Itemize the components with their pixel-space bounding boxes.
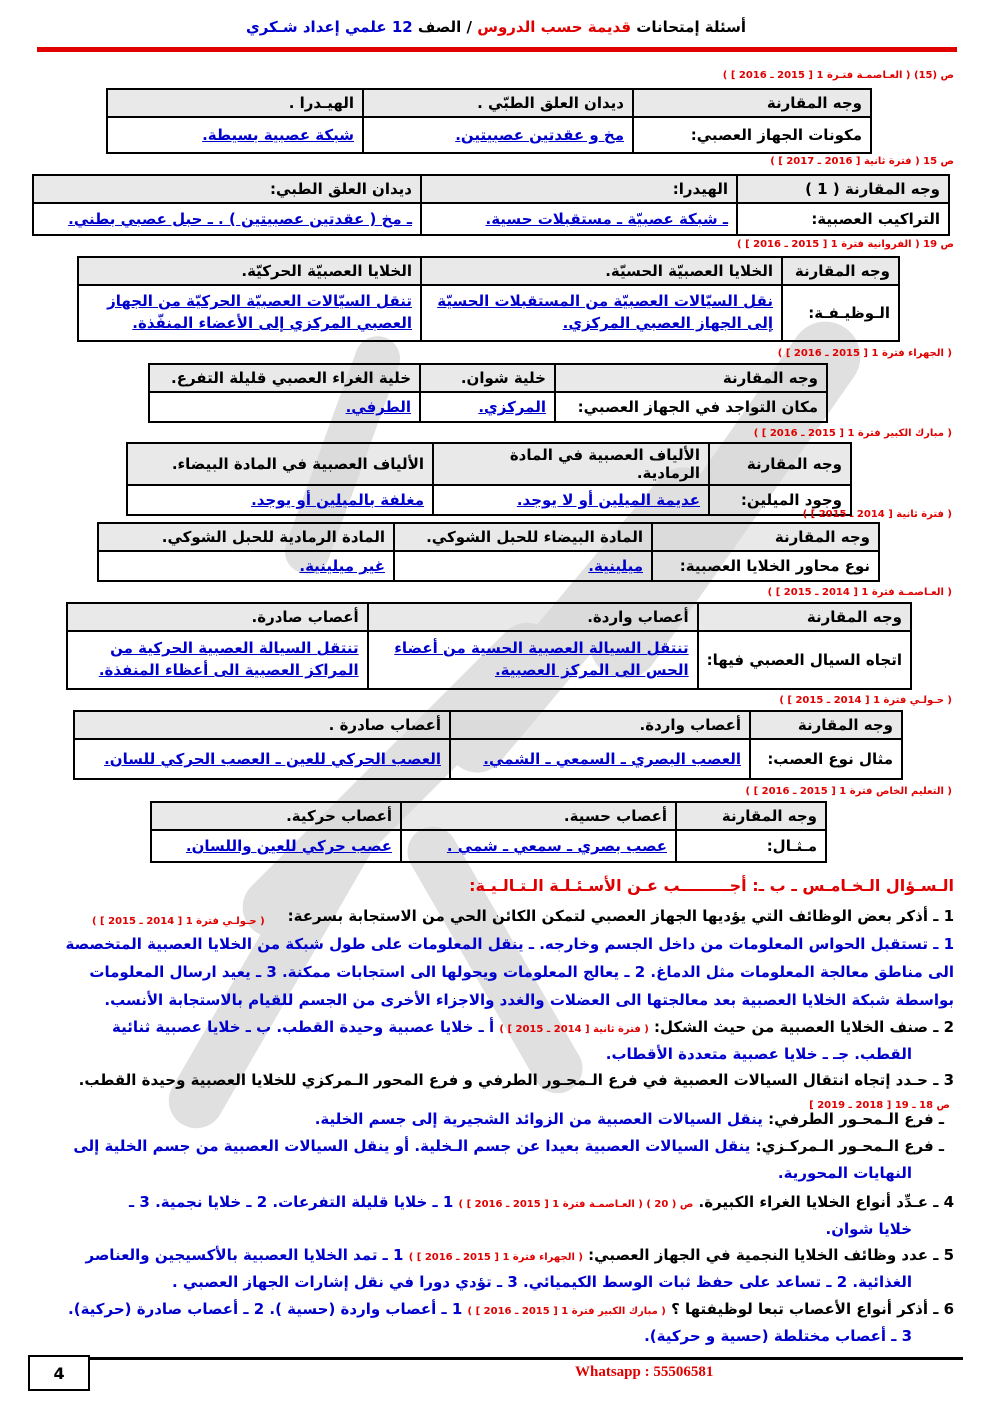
table-source: ص 19 ( الفروانية فترة 1 [ 2015 ـ 2016 ] ) — [737, 239, 954, 250]
table-header-cell: الخلايا العصبيّة الحسيّة. — [421, 257, 782, 285]
header-part4: 12 علمي إعداد — [302, 18, 413, 36]
header-part3: / الصف — [412, 18, 478, 36]
comparison-table — [126, 442, 852, 516]
section-title: الـسـؤال الـخـامـس ـ ب ـ: أجـــــــــب عـن الأسـئـلـة الـتـالـيـة: — [469, 876, 954, 895]
comparison-table — [97, 522, 880, 582]
text-line: ( حـولـي فترة 1 [ 2014 ـ 2015 ] ) — [92, 916, 265, 927]
table-row-label: التراكيب العصبية: — [737, 203, 949, 235]
comparison-table — [148, 363, 828, 423]
text-line: 6 ـ أذكر أنواع الأعصاب تبعا لوظيفتها ؟ ( مبارك الكبير فترة 1 [ 2015 ـ 2016 ] ) 1 ـ أعصاب واردة (حسية ). 2 ـ أعصاب صادرة (حركية). — [68, 1300, 954, 1318]
table-source: ( مبارك الكبير فترة 1 [ 2015 ـ 2016 ] ) — [753, 428, 952, 439]
text-line: 5 ـ عدد وظائف الخلايا النجمية في الجهاز العصبي: ( الجهراء فترة 1 [ 2015 ـ 2016 ] ) 1 ـ تمد الخلايا العصبية بالأكسيجين والعناصر — [85, 1246, 954, 1264]
table-header-cell: المادة الرمادية للحبل الشوكي. — [98, 523, 394, 551]
table-answer-cell: شبكة عصبية بسيطة. — [107, 117, 363, 153]
text-line: 1 ـ أذكر بعض الوظائف التي يؤديها الجهاز العصبي لتمكن الكائن الحي من الاستجابة بسرعة: — [287, 907, 954, 925]
header-part5: شـكري — [245, 18, 303, 36]
table-header-cell: أعصاب حسية. — [401, 802, 676, 830]
header-part2: قديمة حسب الدروس — [477, 18, 632, 36]
table-header-cell: أعصاب حركية. — [151, 802, 401, 830]
table-answer-cell: عصب بصري ـ سمعي ـ شمي . — [401, 830, 676, 862]
text-line: 3 ـ حـدد إتجاه انتقال السيالات العصبية في فرع الـمحـور الطرفي و فرع المحور الـمركزي للخلايا العصبية وحيدة القطب. — [78, 1071, 954, 1089]
table-header-cell: وجه المقارنة — [750, 711, 902, 739]
table-header-cell: أعصاب واردة. — [368, 603, 698, 631]
table-header-cell: وجه المقارنة — [698, 603, 911, 631]
text-line: خلايا شوان. — [825, 1220, 912, 1238]
table-answer-cell: مغلفة بالميلين أو يوجد. — [127, 485, 433, 515]
comparison-table — [150, 801, 827, 863]
table-header-cell: أعصاب صادرة. — [67, 603, 368, 631]
text-line: النهايات المحورية. — [777, 1164, 912, 1182]
table-header-cell: الألياف العصبية في المادة الرمادية. — [433, 443, 709, 485]
table-header-cell: وجه المقارنة — [709, 443, 851, 485]
comparison-table — [77, 256, 900, 342]
text-line: بواسطة شبكة الخلايا العصبية بعد معالجتها الى العضلات والغدد والاجزاء الأخرى من الجسم للقيام بالاستجابة الأنسب. — [104, 991, 954, 1009]
table-source: ( العـاصمـة فترة 1 [ 2014 ـ 2015 ] ) — [767, 587, 952, 598]
table-row-label: نوع محاور الخلايا العصبية: — [652, 551, 879, 581]
table-answer-cell: ـ مخ ( عقدتين عصبيتين ) . ـ حبل عصبي بطني. — [33, 203, 421, 235]
comparison-table — [73, 710, 903, 780]
table-header-cell: وجه المقارنة — [676, 802, 826, 830]
text-line: ص 18 ـ 19 [ 2018 ـ 2019 ] — [809, 1100, 950, 1111]
whatsapp-contact: Whatsapp : 55506581 — [575, 1364, 714, 1380]
table-header-cell: الخلايا العصبيّة الحركيّة. — [78, 257, 421, 285]
text-line: الغذائية. 2 ـ تساعد على حفظ ثبات الوسط الكيميائي. 3 ـ تؤدي دورا في نقل إشارات الجهاز العصبي . — [171, 1273, 912, 1291]
text-line: القطب. جـ ـ خلايا عصبية متعددة الأقطاب. — [605, 1045, 912, 1063]
table-answer-cell: ميلينية. — [394, 551, 652, 581]
table-answer-cell: عديمة الميلين أو لا يوجد. — [433, 485, 709, 515]
table-source: ( الجهراء فترة 1 [ 2015 ـ 2016 ] ) — [777, 348, 952, 359]
table-header-cell: خلية الغراء العصبي قليلة التفرع. — [149, 364, 420, 392]
table-header-cell: الهيدرا: — [421, 175, 737, 203]
comparison-table — [32, 174, 950, 236]
comparison-table — [106, 88, 872, 154]
table-answer-cell: المركزي. — [420, 392, 555, 422]
table-answer-cell: تنتقل السيالة العصبية الحسية من أعضاء الحس الى المركز العصبية. — [368, 631, 698, 689]
table-header-cell: وجه المقارنة — [555, 364, 827, 392]
table-header-cell: أعصاب صادرة . — [74, 711, 450, 739]
footer-divider — [28, 1357, 963, 1360]
table-source: ص 15 ( فترة ثانية [ 2016 ـ 2017 ] ) — [770, 156, 954, 167]
table-header-cell: ديدان العلق الطبي: — [33, 175, 421, 203]
table-answer-cell: تنتقل السيالة العصبية الحركية من المراكز العصبية الى أعظاء المنفذة. — [67, 631, 368, 689]
header-divider — [37, 47, 957, 52]
table-row-label: وجود الميلين: — [709, 485, 851, 515]
table-header-cell: خلية شوان. — [420, 364, 555, 392]
table-header-cell: وجه المقارنة — [652, 523, 879, 551]
table-row-label: الـوظيـفـة: — [782, 285, 899, 341]
text-line: 2 ـ صنف الخلايا العصبية من حيث الشكل: ( فترة ثانية [ 2014 ـ 2015 ] ) أ ـ خلايا عصبية وحيدة القطب. ب ـ خلايا عصبية ثنائية — [112, 1018, 954, 1036]
comparison-table — [66, 602, 912, 690]
table-header-cell: الألياف العصبية في المادة البيضاء. — [127, 443, 433, 485]
table-source: ص (15) ( العـاصمـة فتـرة 1 [ 2015 ـ 2016 ] ) — [722, 70, 954, 81]
table-header-cell: وجه المقارنة — [633, 89, 871, 117]
page-number: 4 — [28, 1355, 90, 1391]
table-row-label: مـثـال: — [676, 830, 826, 862]
page-header — [0, 18, 992, 36]
text-line: ـ فرع الـمحـور الـمركـزي: ينقل السيالات العصبية بعيدا عن جسم الـخلية. أو ينقل السيالات العصبية من جسم الخلية إلى — [73, 1137, 944, 1155]
table-answer-cell: عصب حركي للعين واللسان. — [151, 830, 401, 862]
text-line: 3 ـ أعصاب مختلطة (حسية و حركية). — [644, 1327, 912, 1345]
table-answer-cell: مخ و عقدتين عصبيتين. — [363, 117, 633, 153]
text-line: 1 ـ تستقبل الحواس المعلومات من داخل الجسم وخارجه. ـ ينقل المعلومات على طول شبكة من الخلايا العصبية المتخصصة — [65, 935, 954, 953]
header-part1: أسئلة إمتحانات — [631, 18, 747, 36]
table-row-label: اتجاه السيال العصبي فيها: — [698, 631, 911, 689]
table-source: ( فترة ثانية [ 2014 ـ 2015 ] ) — [802, 509, 952, 520]
table-source: ( التعليم الخاص فترة 1 [ 2015 ـ 2016 ] ) — [745, 786, 952, 797]
table-header-cell: ديدان العلق الطبّي . — [363, 89, 633, 117]
text-line: 4 ـ عـدِّد أنواع الخلايا الغراء الكبيرة. ص ( 20 ) ( العـاصمـة فترة 1 [ 2015 ـ 2016 ] ) 1 ـ خلايا قليلة التفرعات. 2 ـ خلايا نجمية. 3 ـ — [129, 1193, 954, 1211]
table-row-label: مثال نوع العصب: — [750, 739, 902, 779]
table-header-cell: وجه المقارنة — [782, 257, 899, 285]
table-header-cell: أعصاب واردة. — [450, 711, 750, 739]
table-answer-cell: ـ شبكة عصبيّة ـ مستقبلات حسية. — [421, 203, 737, 235]
table-answer-cell: العصب البصري ـ السمعي ـ الشمي. — [450, 739, 750, 779]
text-line: ـ فرع الـمحـور الطرفي: ينقل السيالات العصبية من الزوائد الشجيرية إلى جسم الخلية. — [314, 1110, 944, 1128]
table-answer-cell: نقل السيّالات العصبيّة من المستقبلات الحسيّة إلى الجهاز العصبي المركزي. — [421, 285, 782, 341]
table-header-cell: وجه المقارنة ( 1 ) — [737, 175, 949, 203]
table-row-label: مكان التواجد في الجهاز العصبي: — [555, 392, 827, 422]
table-answer-cell: تنقل السيّالات العصبيّة الحركيّة من الجهاز العصبي المركزي إلى الأعضاء المنفّذة. — [78, 285, 421, 341]
table-row-label: مكونات الجهاز العصبي: — [633, 117, 871, 153]
table-answer-cell: غير ميلينية. — [98, 551, 394, 581]
table-header-cell: الهيـدرا . — [107, 89, 363, 117]
table-header-cell: المادة البيضاء للحبل الشوكي. — [394, 523, 652, 551]
text-line: الى مناطق معالجة المعلومات مثل الدماغ. 2 ـ يعالج المعلومات ويحولها الى استجابات ممكنة. 3 ـ يعيد ارسال المعلومات — [89, 963, 954, 981]
table-answer-cell: الطرفي. — [149, 392, 420, 422]
table-source: ( حـولـي فترة 1 [ 2014 ـ 2015 ] ) — [779, 695, 952, 706]
table-answer-cell: العصب الحركي للعين ـ العصب الحركي للسان. — [74, 739, 450, 779]
